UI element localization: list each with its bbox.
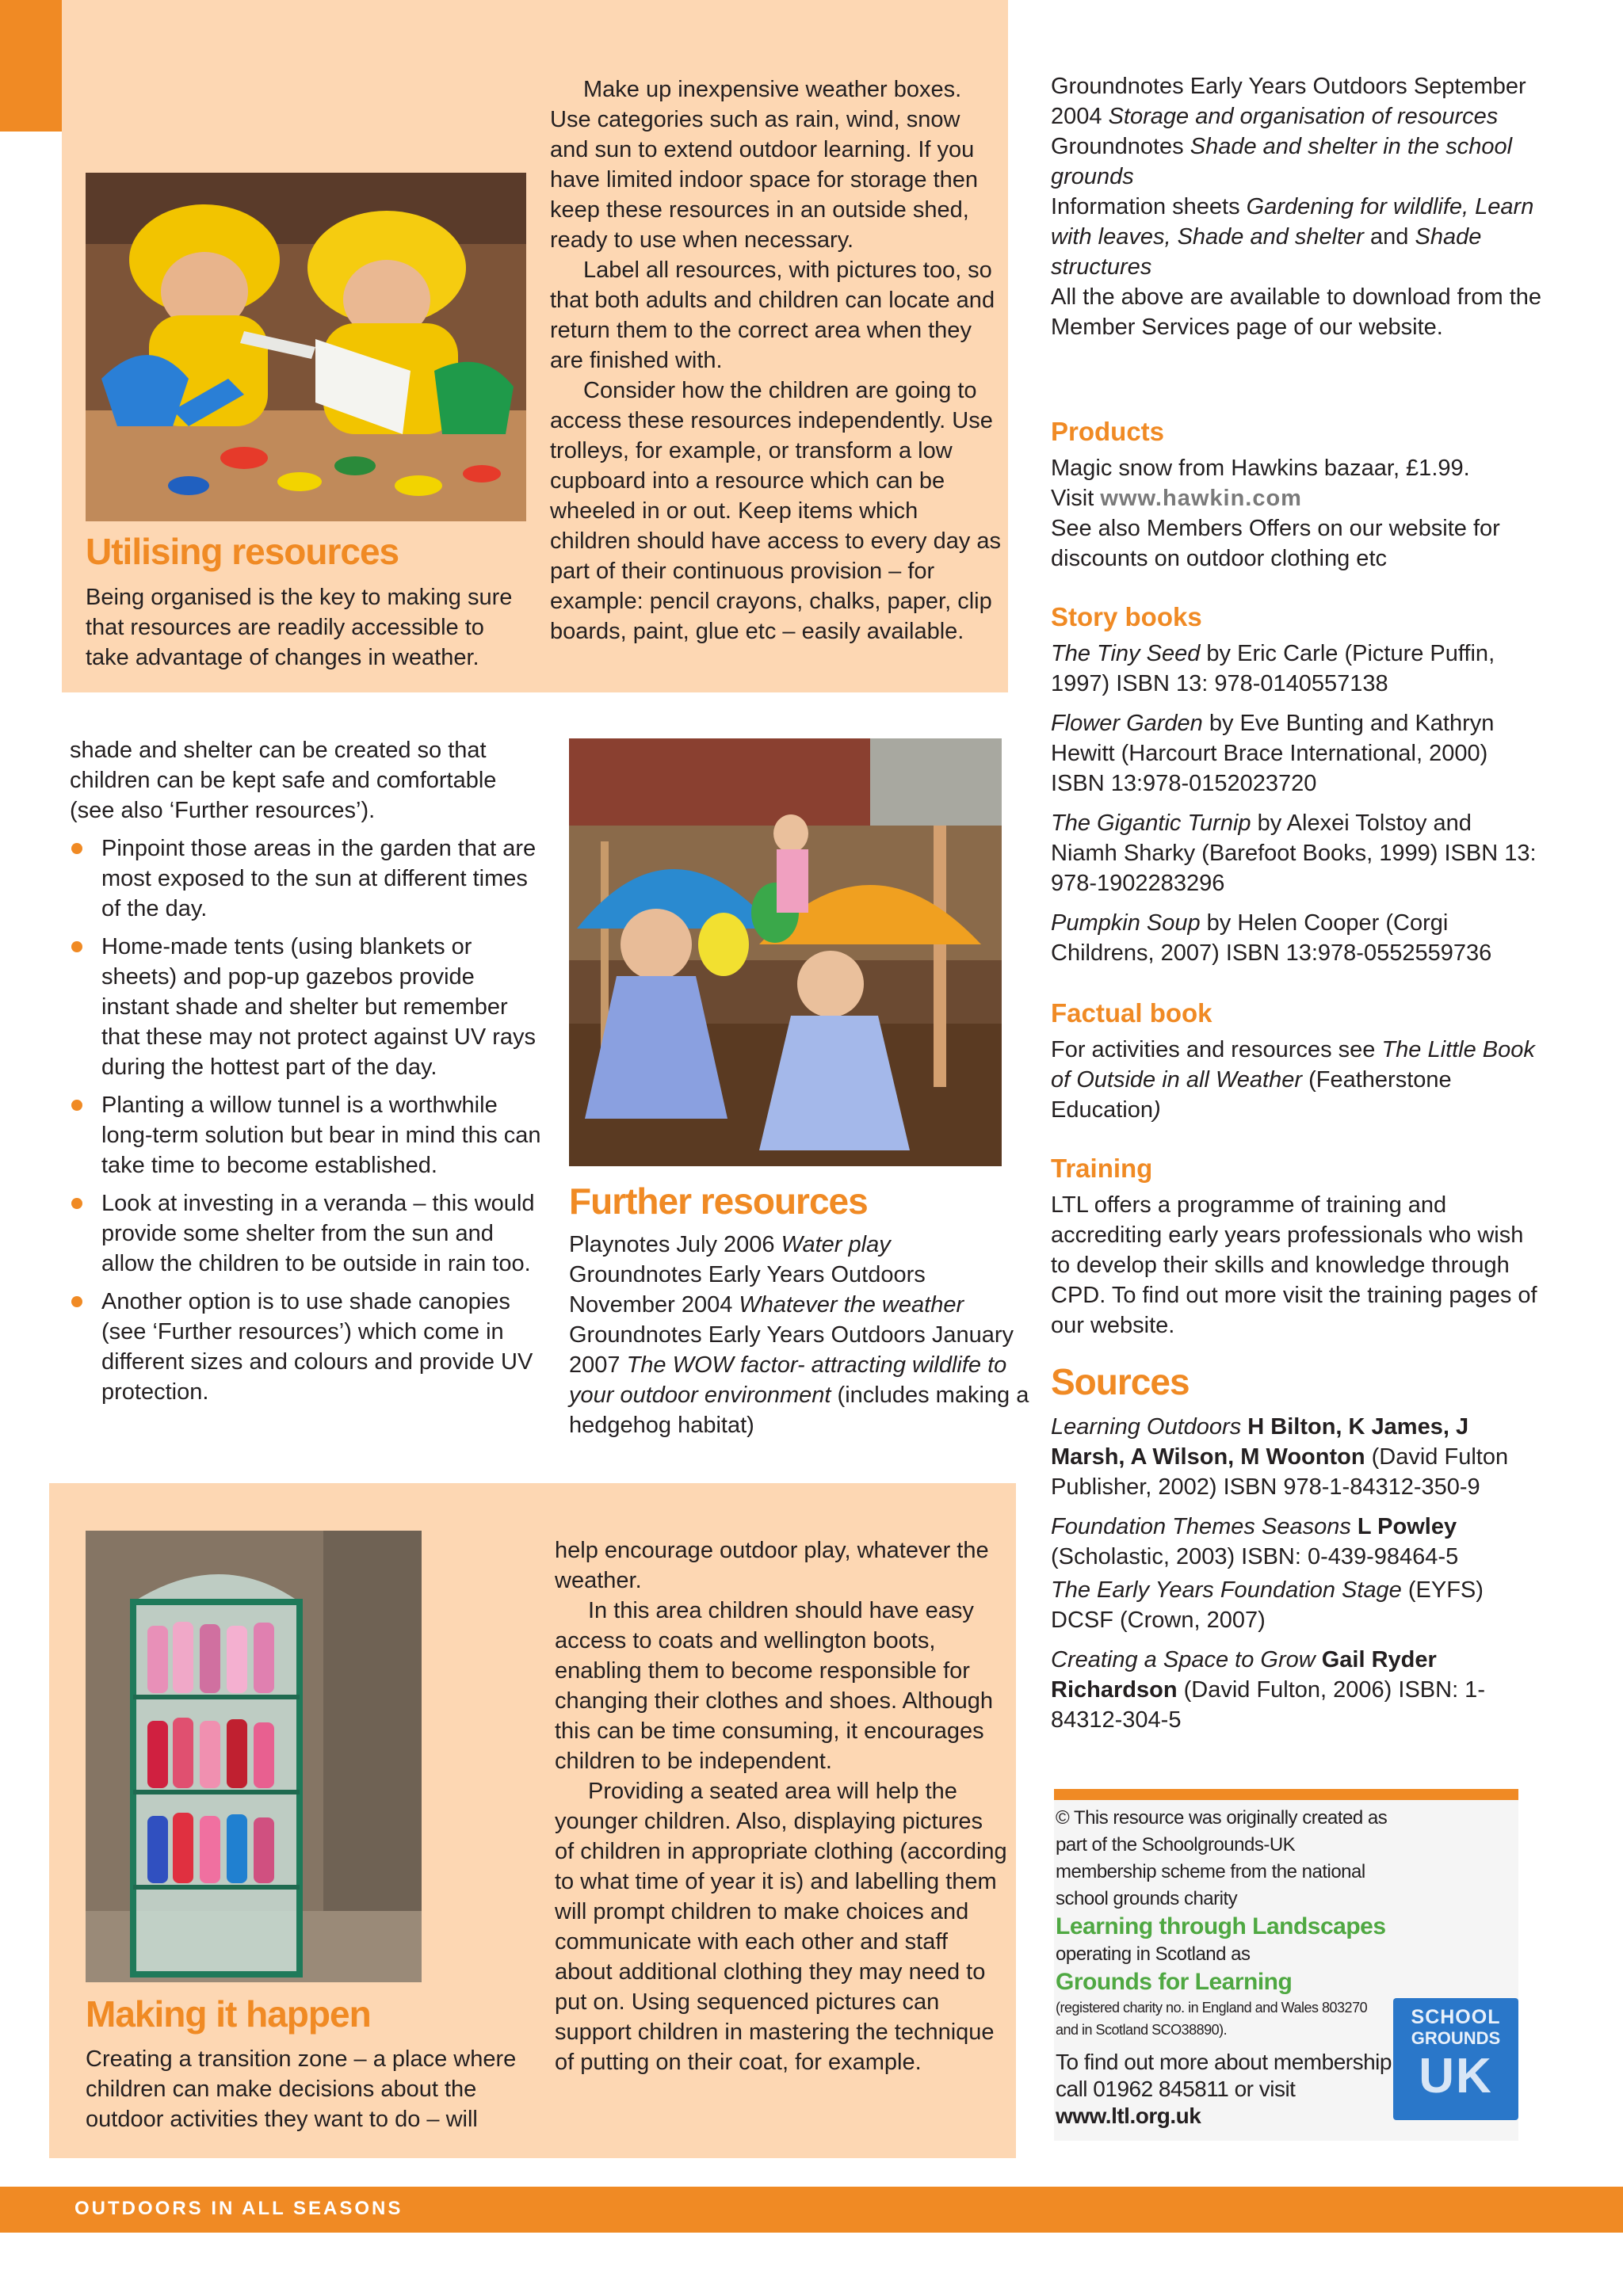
story-book-4: Pumpkin Soup by Helen Cooper (Corgi Childrens, 2007) ISBN 13:978-0552559736: [1051, 910, 1492, 966]
photo-wellington-boots-rack: [86, 1531, 422, 1982]
top-panel-col2: [550, 74, 1003, 646]
source-3: The Early Years Foundation Stage (EYFS) DCSF (Crown, 2007): [1051, 1577, 1484, 1633]
label-resources-paragraph: Label all resources, with pictures too, so that both adults and children can locate and return them to the correct area when they are finished with.: [550, 257, 995, 373]
membership-contact: To find out more about membership call 01962 845811 or visit www.ltl.org.uk: [1056, 2050, 1392, 2128]
ref-information-sheets: Information sheets Gardening for wildlife, Learn with leaves, Shade and shelter and Shade structures: [1051, 194, 1534, 280]
logo-line-2: GROUNDS: [1411, 2028, 1501, 2048]
list-item: Another option is to use shade canopies (see ‘Further resources’) which come in different sizes and colours and provide UV protection.: [70, 1287, 545, 1407]
source-1: Learning Outdoors H Bilton, K James, J Marsh, A Wilson, M Woonton (David Fulton Publisher, 2002) ISBN 978-1-84312-350-9: [1051, 1414, 1509, 1500]
utilising-resources-text: Being organised is the key to making sure that resources are readily accessible to take advantage of changes in weather.: [86, 585, 513, 670]
further-resources-list: [569, 1230, 1033, 1440]
ref-shade-shelter: Groundnotes Shade and shelter in the school grounds: [1051, 134, 1513, 189]
footer-title: OUTDOORS IN ALL SEASONS: [74, 2198, 403, 2219]
list-item: Planting a willow tunnel is a worthwhile long-term solution but bear in mind this can take time to become established.: [70, 1090, 545, 1180]
bottom-panel-col2: [555, 1535, 1008, 2077]
factual-book-text: For activities and resources see The Little Book of Outside in all Weather (Featherstone Education): [1051, 1037, 1535, 1123]
heading-products: Products: [1051, 417, 1165, 446]
further-entry-3: Groundnotes Early Years Outdoors January 2007 The WOW factor- attracting wildlife to your outdoor environment (includes making a hedgehog habitat): [569, 1322, 1029, 1438]
heading-utilising-resources: Utilising resources: [86, 531, 399, 572]
hawkin-link[interactable]: www.hawkin.com: [1100, 486, 1302, 511]
list-item: Home-made tents (using blankets or sheets) and pop-up gazebos provide instant shade and shelter but remember that these may not protect against UV rays during the hottest part of the day.: [70, 932, 545, 1082]
further-entry-1: Playnotes July 2006 Water play: [569, 1232, 891, 1257]
heading-further-resources: Further resources: [569, 1180, 868, 1222]
bullet-dot-icon: [71, 843, 82, 854]
logo-line-1: SCHOOL: [1411, 2006, 1501, 2028]
credit-origin: © This resource was originally created as part of the Schoolgrounds-UK membership scheme from the national school grounds charity: [1056, 1807, 1388, 1909]
bullet-dot-icon: [71, 1100, 82, 1111]
right-column-refs: [1051, 71, 1544, 342]
products-text: Magic snow from Hawkins bazaar, £1.99. Visit www.hawkin.com See also Members Offers on our website for discounts on outdoor clothing etc: [1051, 456, 1500, 571]
heading-making-it-happen: Making it happen: [86, 1993, 371, 2035]
list-item: Pinpoint those areas in the garden that are most exposed to the sun at different times of the day.: [70, 833, 545, 924]
shade-shelter-list: [70, 833, 545, 1407]
ltl-website-link[interactable]: www.ltl.org.uk: [1056, 2103, 1201, 2128]
logo-line-3: UK: [1419, 2049, 1493, 2103]
charity-name: Learning through Landscapes: [1056, 1913, 1386, 1939]
heading-story-books: Story books: [1051, 602, 1202, 631]
photo-children-umbrellas: [569, 738, 1002, 1166]
training-text: LTL offers a programme of training and accrediting early years professionals who wish to develop their skills and knowledge through CPD. To find out more visit the training pages of our website.: [1051, 1192, 1537, 1338]
seated-area-paragraph: Providing a seated area will help the younger children. Also, displaying pictures of children in appropriate clothing (according to what time of year it is) and labelling them will prompt children to make choices and communicate with each other and staff about additional clothing they may need to put on. Using sequenced pictures can support children in mastering the technique of putting on their coat, for example.: [555, 1779, 1007, 2075]
shade-shelter-intro: shade and shelter can be created so that children can be kept safe and comfortable (see also ‘Further resources’).: [70, 738, 497, 823]
story-book-3: The Gigantic Turnip by Alexei Tolstoy and Niamh Sharky (Barefoot Books, 1999) ISBN 13: 978-1902283296: [1051, 810, 1537, 896]
story-book-2: Flower Garden by Eve Bunting and Kathryn Hewitt (Harcourt Brace International, 2000) ISBN 13:978-0152023720: [1051, 711, 1495, 796]
charity-registration: (registered charity no. in England and Wales 803270 and in Scotland SCO38890).: [1056, 2000, 1368, 2038]
story-books-list: [1051, 639, 1544, 968]
credit-scotland: operating in Scotland as: [1056, 1943, 1251, 1965]
further-entry-2: Groundnotes Early Years Outdoors November 2004 Whatever the weather: [569, 1262, 964, 1318]
ref-download-note: All the above are available to download from the Member Services page of our website.: [1051, 284, 1542, 340]
shade-shelter-section: [70, 735, 545, 1407]
outdoor-play-paragraph: help encourage outdoor play, whatever the weather.: [555, 1538, 989, 1593]
bullet-dot-icon: [71, 1296, 82, 1307]
heading-training: Training: [1051, 1154, 1153, 1183]
making-it-happen-text: Creating a transition zone – a place where children can make decisions about the outdoor activities they want to do – will: [86, 2046, 517, 2132]
school-grounds-uk-logo: [1393, 1998, 1518, 2120]
charity-scotland-name: Grounds for Learning: [1056, 1969, 1293, 1995]
access-resources-paragraph: Consider how the children are going to access these resources independently. Use trolleys, for example, or transform a low cupboard into a resource which can be wheeled in or out. Keep items which children should have access to every day as part of their continuous provision – for example: pencil crayons, chalks, paper, clip boards, paint, glue etc – easily available.: [550, 378, 1002, 644]
coats-boots-paragraph: In this area children should have easy access to coats and wellington boots, enabling them to become responsible for changing their clothes and shoes. Although this can be time consuming, it encourages children to be independent.: [555, 1598, 994, 1774]
story-book-1: The Tiny Seed by Eric Carle (Picture Puffin, 1997) ISBN 13: 978-0140557138: [1051, 641, 1495, 696]
bullet-dot-icon: [71, 1198, 82, 1209]
photo-children-rain-gear: [86, 173, 526, 521]
list-item: Look at investing in a veranda – this would provide some shelter from the sun and allow the children to be outside in rain too.: [70, 1188, 545, 1279]
heading-sources: Sources: [1051, 1361, 1190, 1402]
source-4: Creating a Space to Grow Gail Ryder Richardson (David Fulton, 2006) ISBN: 1-84312-304-5: [1051, 1647, 1485, 1733]
sources-list: [1051, 1412, 1544, 1735]
weather-boxes-paragraph: Make up inexpensive weather boxes. Use categories such as rain, wind, snow and sun to extend outdoor learning. If you have limited indoor space for storage then keep these resources in an outside shed, ready to use when necessary.: [550, 77, 979, 253]
credit-text: [1056, 1805, 1392, 2130]
heading-factual-book: Factual book: [1051, 998, 1212, 1028]
ref-storage: Groundnotes Early Years Outdoors September 2004 Storage and organisation of resources: [1051, 74, 1526, 129]
bullet-dot-icon: [71, 941, 82, 952]
source-2: Foundation Themes Seasons L Powley (Scholastic, 2003) ISBN: 0-439-98464-5: [1051, 1514, 1459, 1569]
